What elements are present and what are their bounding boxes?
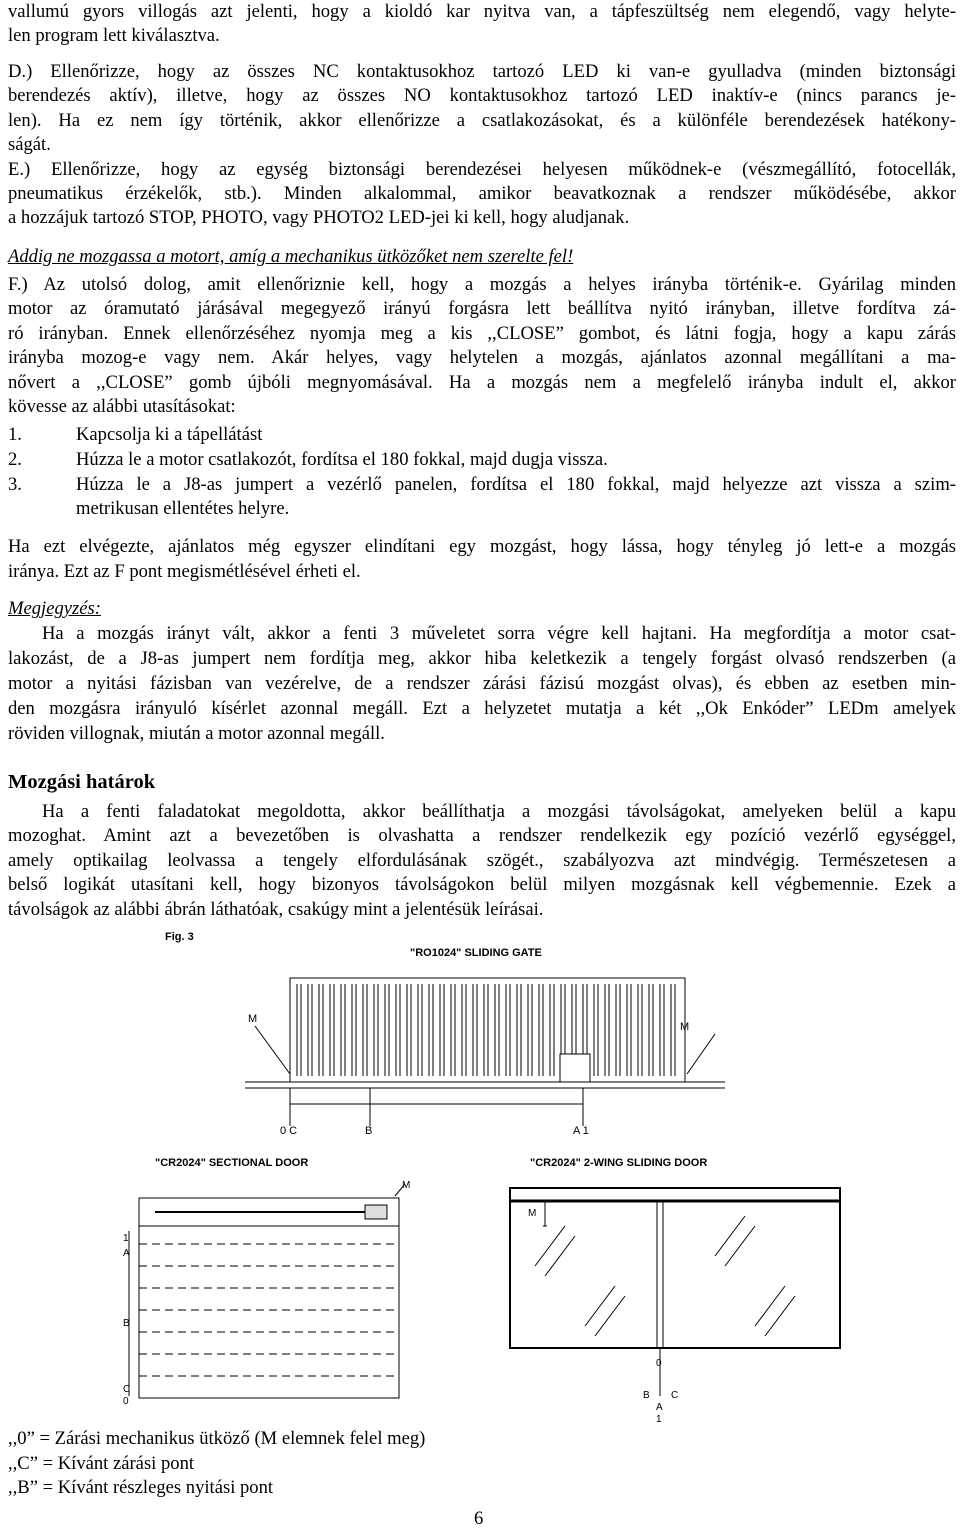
warning-text: Addig ne mozgassa a motort, amíg a mechanikus ütközőket nem szerelte fel! xyxy=(8,246,574,267)
sliding-door-title: "CR2024" 2-WING SLIDING DOOR xyxy=(530,1157,708,1169)
item-e-line: pneumatikus érzékelők, stb.). Minden alkalommal, amikor beavatkoznak a rendszer működésébe, akkor xyxy=(8,183,956,204)
figure-drawing xyxy=(115,926,875,1426)
sect-pos-label: C xyxy=(123,1384,131,1395)
legend-item: ,,C” = Kívánt zárási pont xyxy=(8,1453,195,1474)
section-line: Ha a fenti faladatokat megoldotta, akkor beállíthatja a mozgási távolságokat, amelyeken belül a kapu xyxy=(42,801,956,822)
wing-pos-label: A xyxy=(656,1402,663,1413)
page-number: 6 xyxy=(474,1508,484,1529)
sect-pos-label: 1 xyxy=(123,1233,129,1244)
note-line: den mozgásra irányuló kísérlet azonnal megáll. Ezt a helyzetet mutatja a két ,,Ok Enkóder” LEDm amelyek xyxy=(8,698,956,719)
section-line: belső logikát utasítani kell, hogy bizonyos távolságokon belül milyen mozgásnak kell végbemennie. Ezek a xyxy=(8,874,956,895)
text-line: len program lett kiválasztva. xyxy=(8,25,220,46)
item-f-line: ró irányban. Ennek ellenőrzéséhez nyomja meg a kis ,,CLOSE” gombot, és látni fogja, hogy a kapu zárás xyxy=(8,323,956,344)
step-number: 3. xyxy=(8,474,22,495)
text-line: iránya. Ezt az F pont megismétlésével érheti el. xyxy=(8,561,361,582)
wing-pos-label: C xyxy=(671,1390,679,1401)
item-f-line: nővert a ,,CLOSE” gomb újbóli megnyomásával. Ha a mozgás nem a megfelelő irányba indult el, akkor xyxy=(8,372,956,393)
wing-pos-label: 0 xyxy=(656,1358,662,1369)
item-d-line: berendezés aktív), illetve, hogy az összes NO kontaktusokhoz tartozó LED inaktív-e (nincs parancs je- xyxy=(8,85,956,106)
item-d-line: ságát. xyxy=(8,134,51,155)
item-f-line: F.) Az utolsó dolog, amit ellenőriznie kell, hogy a mozgás a helyes irányba történik-e. Gyárilag minden xyxy=(8,274,956,295)
sect-pos-label: B xyxy=(123,1318,130,1329)
item-d-line: D.) Ellenőrizze, hogy az összes NC kontaktusokhoz tartozó LED ki van-e gyulladva (minden biztonsági xyxy=(8,61,956,82)
note-line: lakozást, de a J8-as jumpert nem fordítja meg, akkor hiba keletkezik a tengely forgást olvasó rendszerben (a xyxy=(8,648,956,669)
m-label: M xyxy=(402,1180,411,1191)
gate-title: "RO1024" SLIDING GATE xyxy=(410,947,542,959)
item-f-line: kövesse az alábbi utasításokat: xyxy=(8,396,236,417)
sectional-door-title: "CR2024" SECTIONAL DOOR xyxy=(155,1157,309,1169)
sectional-door-drawing xyxy=(129,1184,405,1398)
sliding-gate-drawing xyxy=(245,978,725,1126)
section-line: amely optikailag leolvassa a tengely elfordulásának szögét., szabályozva azt mindvégig. Természetesen a xyxy=(8,850,956,871)
hatch-stroke xyxy=(545,1236,575,1276)
sect-pos-label: A xyxy=(123,1248,130,1259)
hatch-stroke xyxy=(725,1226,755,1266)
legend-item: ,,0” = Zárási mechanikus ütköző (M elemnek felel meg) xyxy=(8,1428,426,1449)
figure-3 xyxy=(115,926,875,1426)
note-line: Ha a mozgás irányt vált, akkor a fenti 3 műveletet sorra végre kell hajtani. Ha megfordítja a motor csat- xyxy=(42,623,956,644)
hatch-stroke xyxy=(585,1286,615,1326)
section-line: távolságok az alábbi ábrán láthatóak, csakúgy mint a jelentésük leírásai. xyxy=(8,899,544,920)
item-f-line: irányba mozog-e vagy nem. Akár helyes, vagy helytelen a mozgás, ajánlatos azonnal megállítani a ma- xyxy=(8,347,956,368)
m-label: M xyxy=(528,1208,537,1219)
sectional-door-slats xyxy=(139,1244,399,1376)
step-number: 2. xyxy=(8,449,22,470)
text-line: vallumú gyors villogás azt jelenti, hogy a kioldó kar nyitva van, a tápfeszültség nem elegendő, vagy helyte- xyxy=(8,1,956,22)
step-text: Húzza le a J8-as jumpert a vezérlő panelen, fordítsa el 180 fokkal, majd helyezze azt vissza a szim- xyxy=(76,474,956,495)
step-text: metrikusan ellentétes helyre. xyxy=(76,498,290,519)
hatch-stroke xyxy=(715,1216,745,1256)
item-d-line: len). Ha ez nem így történik, akkor ellenőrizze a csatlakozásokat, és a különféle berendezések hatékony- xyxy=(8,110,956,131)
wing-pos-label: B xyxy=(643,1390,650,1401)
hatch-stroke xyxy=(595,1296,625,1336)
figure-label: Fig. 3 xyxy=(165,931,194,943)
gate-pos-label: A 1 xyxy=(573,1125,589,1137)
text-line: Ha ezt elvégezte, ajánlatos még egyszer elindítani egy mozgást, hogy lássa, hogy tényleg jó lett-e a mozgás xyxy=(8,536,956,557)
m-label: M xyxy=(248,1013,258,1025)
item-e-line: E.) Ellenőrizze, hogy az egység biztonsági berendezései helyesen működnek-e (vészmegállító, fotocellák, xyxy=(8,159,956,180)
hatch-stroke xyxy=(535,1226,565,1266)
gate-pos-label: B xyxy=(365,1125,373,1137)
gate-pos-label: 0 C xyxy=(280,1125,298,1137)
item-e-line: a hozzájuk tartozó STOP, PHOTO, vagy PHOTO2 LED-jei ki kell, hogy aludjanak. xyxy=(8,207,630,228)
legend-item: ,,B” = Kívánt részleges nyitási pont xyxy=(8,1477,274,1498)
hatch-stroke xyxy=(765,1296,795,1336)
wing-pos-label: 1 xyxy=(656,1414,662,1425)
two-wing-door-drawing xyxy=(510,1188,840,1396)
note-line: motor a nyitási fázisban van vezérelve, de a rendszer zárási fázisú mozgást olvas), és ebben az esetben min- xyxy=(8,673,956,694)
item-f-line: motor az óramutató járásával megegyező irányú forgásra lett beállítva nyitó irányban, illetve fordítva zá- xyxy=(8,298,956,319)
step-number: 1. xyxy=(8,424,22,445)
door-glass-hatch xyxy=(535,1216,795,1336)
m-label: M xyxy=(680,1021,690,1033)
hatch-stroke xyxy=(755,1286,785,1326)
motor-unit xyxy=(560,1054,590,1082)
gate-bars xyxy=(297,984,675,1076)
note-title: Megjegyzés: xyxy=(8,598,101,619)
section-line: mozoghat. Amint azt a bevezetőben is olvashatta a rendszer rendelkezik egy pozíció vezérlő egységgel, xyxy=(8,825,956,846)
sect-pos-label: 0 xyxy=(123,1396,129,1407)
step-text: Kapcsolja ki a tápellátást xyxy=(76,424,263,445)
note-line: röviden villognak, miután a motor azonnal megáll. xyxy=(8,723,385,744)
section-heading: Mozgási határok xyxy=(8,771,156,793)
step-text: Húzza le a motor csatlakozót, fordítsa el 180 fokkal, majd dugja vissza. xyxy=(76,449,608,470)
